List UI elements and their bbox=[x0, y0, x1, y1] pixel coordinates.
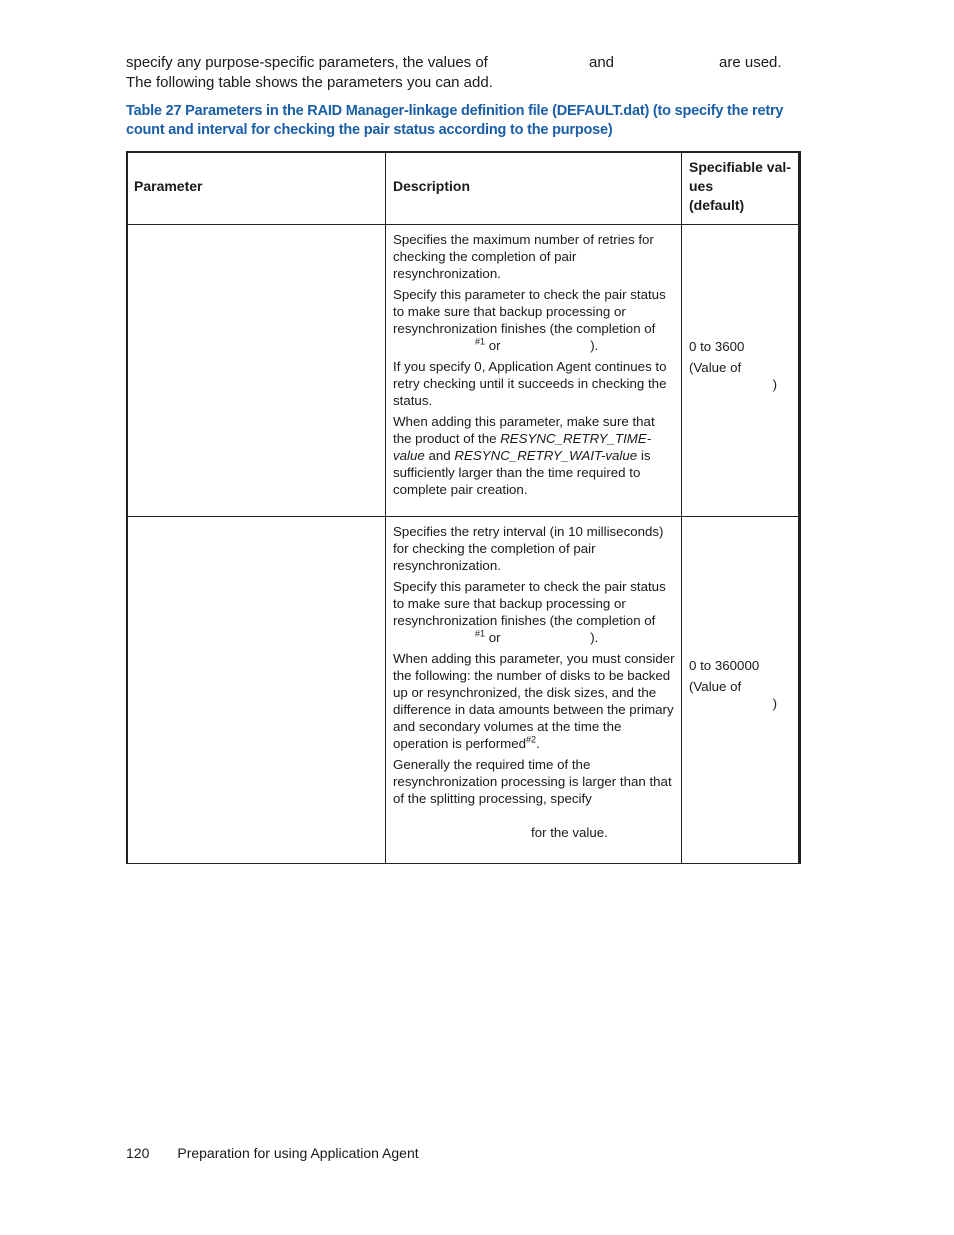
row2-close: ) bbox=[772, 696, 777, 711]
row2-desc-p3: When adding this parameter, you must consider the following: the number of disks to be backed up or resynchronized, the disk sizes, and the difference in data amounts between the primary and secondary volumes at the time the operation is performed$^{\#2}$. bbox=[393, 651, 675, 751]
row1-range: 0 to 3600 bbox=[689, 339, 745, 354]
header-values-line2: ues bbox=[689, 178, 714, 194]
row2-range: 0 to 360000 bbox=[689, 658, 760, 673]
row1-desc-p3: If you specify 0, Application Agent continues to retry checking until it succeeds in checking the status. bbox=[393, 359, 667, 408]
intro-line-2: The following table shows the parameters you can add. bbox=[126, 74, 493, 91]
table-left-border bbox=[126, 151, 128, 864]
intro-are-used: are used. bbox=[719, 54, 782, 71]
intro-text-a: specify any purpose-specific parameters, the values of bbox=[126, 54, 488, 71]
page-number: 120 bbox=[126, 1145, 150, 1161]
header-values-line3: (default) bbox=[689, 197, 745, 213]
header-values-line1: Specifiable val- bbox=[689, 159, 791, 175]
row2-desc-p4: Generally the required time of the resynchronization processing is larger than that of the splitting processing, specify for the value. bbox=[393, 757, 672, 840]
page-footer bbox=[126, 1145, 419, 1161]
row2-desc-p2: Specify this parameter to check the pair status to make sure that backup processing or resynchronization finishes (the completion of $^{\#1}$ or ). bbox=[393, 579, 666, 645]
row1-desc-p1: Specifies the maximum number of retries for checking the completion of pair resynchronization. bbox=[393, 232, 654, 281]
header-description: Description bbox=[393, 178, 471, 194]
header-bottom-border bbox=[126, 224, 799, 225]
header-parameter: Parameter bbox=[134, 178, 203, 194]
table-bottom-border bbox=[126, 863, 801, 864]
row-divider bbox=[126, 516, 799, 517]
row2-value-of: (Value of bbox=[689, 679, 742, 694]
row1-value-of: (Value of bbox=[689, 360, 742, 375]
row2-desc-p1: Specifies the retry interval (in 10 milliseconds) for checking the completion of pair resynchronization. bbox=[393, 524, 664, 573]
table-top-border bbox=[126, 151, 801, 153]
header-values bbox=[689, 158, 799, 215]
row1-desc-p2: Specify this parameter to check the pair status to make sure that backup processing or resynchronization finishes (the completion of $^{\#1}$ or ). bbox=[393, 287, 666, 353]
table-right-border bbox=[798, 151, 801, 864]
row1-description bbox=[393, 231, 675, 502]
parameters-table bbox=[126, 151, 801, 864]
row2-values bbox=[689, 657, 794, 712]
row1-desc-p4: When adding this parameter, make sure that the product of the RESYNC_RETRY_TIME-value and RESYNC_RETRY_WAIT-value is sufficiently larger than the time required to complete pair creation. bbox=[393, 414, 655, 497]
intro-line-1 bbox=[126, 53, 488, 73]
column-divider-2 bbox=[681, 151, 682, 864]
row1-close: ) bbox=[772, 377, 777, 392]
table-caption: Table 27 Parameters in the RAID Manager-linkage definition file (DEFAULT.dat) (to specify the retry count and interval for checking the pair status according to the purpose) bbox=[126, 103, 784, 138]
column-divider-1 bbox=[385, 151, 386, 864]
row2-description bbox=[393, 523, 675, 845]
footer-title: Preparation for using Application Agent bbox=[177, 1145, 419, 1161]
row1-values bbox=[689, 338, 794, 393]
intro-and: and bbox=[589, 54, 615, 71]
